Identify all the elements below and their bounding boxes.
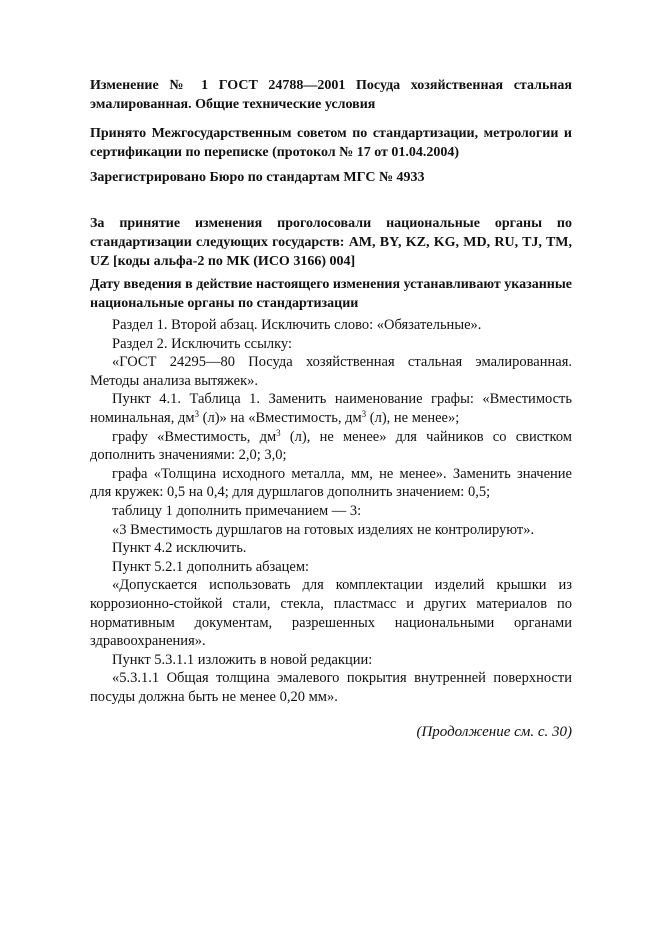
effective-date-note: Дату введения в действие настоящего изменения устанавливают указанные национальные органы по стандартизации bbox=[90, 277, 572, 311]
paragraph: Раздел 2. Исключить ссылку: bbox=[112, 335, 293, 352]
paragraph: «3 Вместимость дуршлагов на готовых изделиях не контролируют». bbox=[112, 521, 535, 538]
paragraph: «5.3.1.1 Общая толщина эмалевого покрытия внутренней поверхности посуды должна быть не менее 0,20 мм». bbox=[90, 670, 572, 705]
paragraph: Раздел 1. Второй абзац. Исключить слово: «Обязательные». bbox=[112, 317, 482, 333]
text-run: (л), не менее»; bbox=[366, 409, 460, 426]
paragraph bbox=[90, 390, 572, 427]
text-run: Пункт 4.1. Таблица 1. Заменить наименование графы: «Вместимость номинальная, дм bbox=[90, 391, 572, 426]
paragraph: «ГОСТ 24295—80 Посуда хозяйственная стальная эмалированная. Методы анализа вытяжек». bbox=[90, 354, 572, 389]
text-run: (л)» на «Вместимость, дм bbox=[199, 409, 362, 426]
paragraph: Пункт 4.2 исключить. bbox=[112, 540, 247, 557]
paragraph: «Допускается использовать для комплектации изделий крышки из коррозионно-стойкой стали, стекла, пластмасс и других материалов по нормативным документам, разрешенных национальными органами здравоохранения». bbox=[90, 577, 572, 650]
paragraph: таблицу 1 дополнить примечанием — 3: bbox=[112, 502, 362, 519]
text-run: (л), не менее» для чайников со свистком дополнить значениями: 2,0; 3,0; bbox=[90, 428, 572, 464]
superscript: 3 bbox=[361, 408, 367, 419]
change-body bbox=[90, 316, 572, 706]
superscript: 3 bbox=[276, 427, 281, 438]
document-page bbox=[90, 74, 572, 741]
paragraph: Пункт 5.2.1 дополнить абзацем: bbox=[112, 558, 310, 575]
adopted-note: Принято Межгосударственным советом по стандартизации, метрологии и сертификации по переписке (протокол № 17 от 01.04.2004) bbox=[90, 126, 572, 160]
superscript: 3 bbox=[194, 408, 200, 419]
paragraph: Пункт 5.3.1.1 изложить в новой редакции: bbox=[112, 651, 373, 668]
paragraph: графа «Толщина исходного металла, мм, не менее». Заменить значение для кружек: 0,5 на 0,4; для дуршлагов дополнить значением: 0,5; bbox=[90, 465, 572, 501]
change-title: Изменение № 1 ГОСТ 24788—2001 Посуда хозяйственная стальная эмалированная. Общие технические условия bbox=[90, 78, 572, 112]
paragraph bbox=[90, 428, 572, 465]
voted-note: За принятие изменения проголосовали национальные органы по стандартизации следующих государств: AM, BY, KZ, KG, MD, RU, TJ, TM, UZ [коды альфа-2 по МК (ИСО 3166) 004] bbox=[90, 216, 572, 269]
registered-note: Зарегистрировано Бюро по стандартам МГС № 4933 bbox=[90, 170, 425, 185]
text-run: графу «Вместимость, дм bbox=[112, 428, 277, 445]
continuation-note: (Продолжение см. с. 30) bbox=[416, 724, 572, 741]
